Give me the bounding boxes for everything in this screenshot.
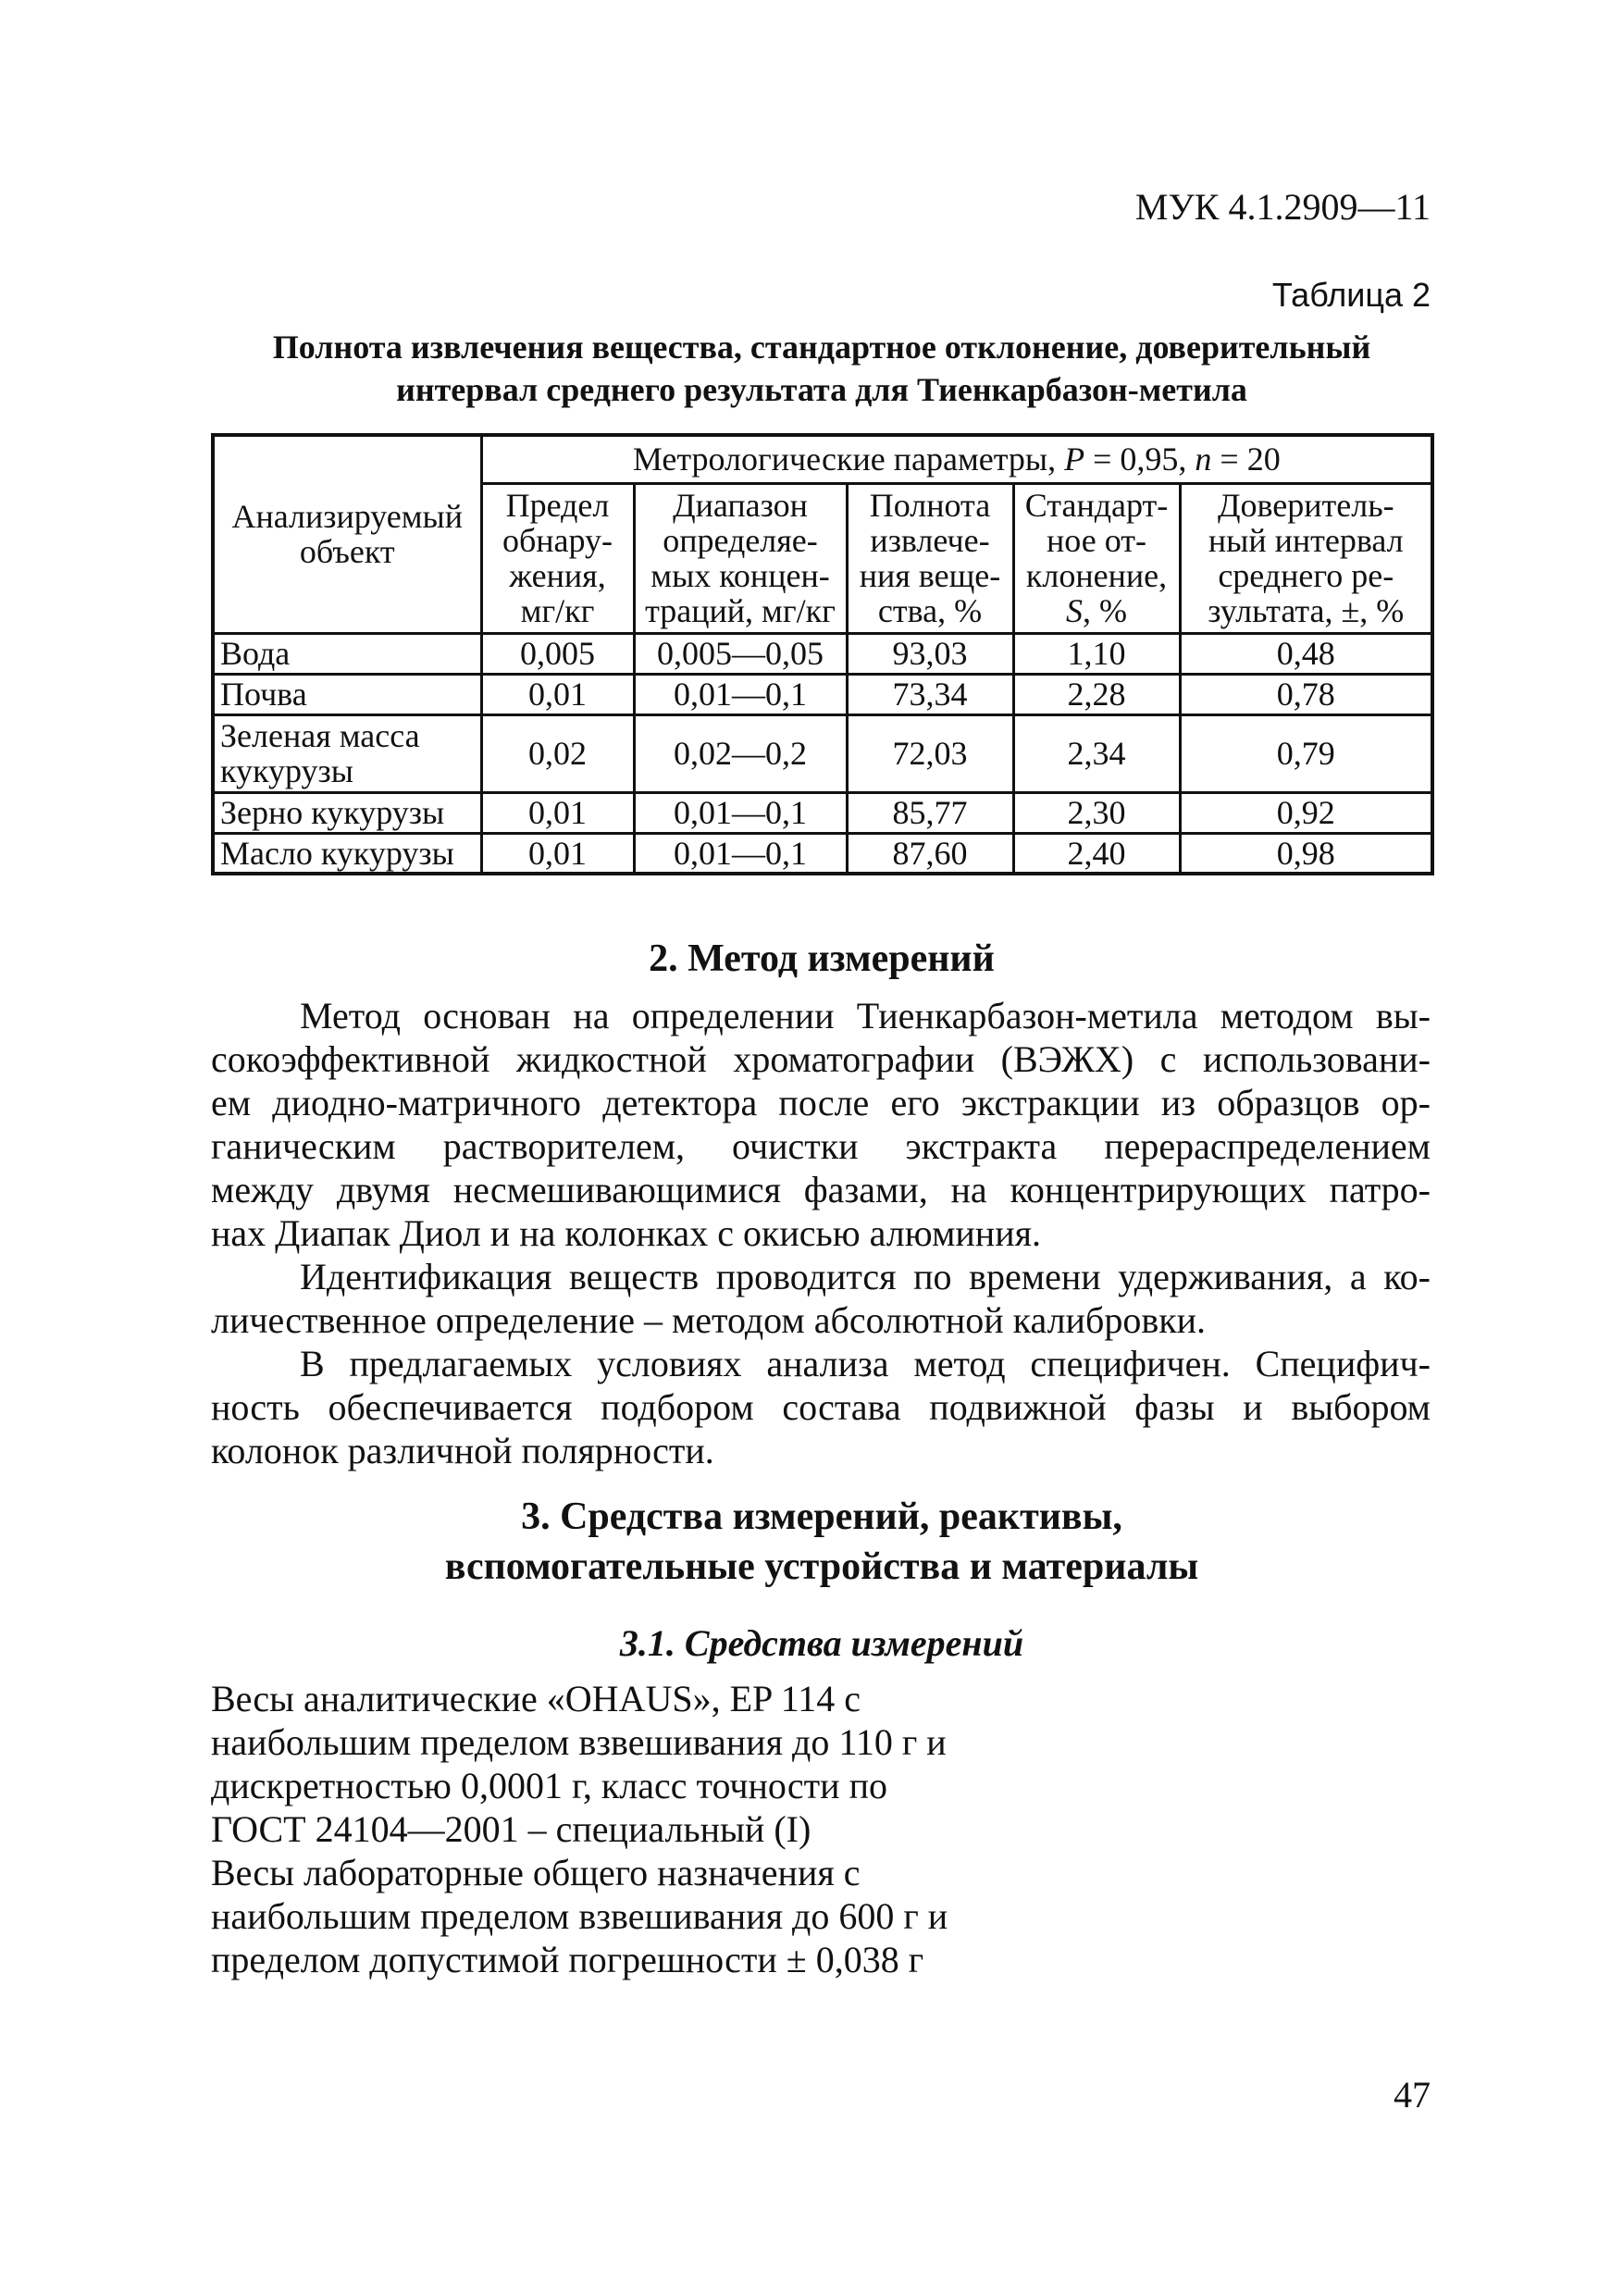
equipment-line: наибольшим пределом взвешивания до 110 г и (211, 1721, 947, 1763)
table-row (213, 714, 1432, 792)
paragraph-line: ганическим растворителем, очистки экстракта перераспределением (211, 1125, 1431, 1167)
paragraph-line: Метод основан на определении Тиенкарбазон-метила методом вы- (300, 995, 1431, 1036)
value-cell: 87,60 (847, 833, 1013, 874)
column-header: Стандарт- ное от- клонение, S, % (1013, 483, 1180, 633)
section-2-body (211, 994, 1431, 1472)
value-cell: 73,34 (847, 674, 1013, 714)
paragraph-line: личественное определение – методом абсолютной калибровки. (211, 1299, 1207, 1341)
paragraph-line: колонок различной полярности. (211, 1430, 714, 1471)
subsection-3-1-body (211, 1677, 1044, 1981)
value-cell: 0,01 (481, 674, 634, 714)
paragraph-line: В предлагаемых условиях анализа метод специфичен. Специфич- (300, 1343, 1431, 1384)
paragraph-line: сокоэффективной жидкостной хроматографии (ВЭЖХ) с использовани- (211, 1038, 1431, 1080)
table-row (213, 833, 1432, 874)
group-header: Метрологические параметры, P = 0,95, n = 20 (481, 435, 1432, 483)
value-cell: 2,40 (1013, 833, 1180, 874)
value-cell: 0,79 (1180, 714, 1432, 792)
equipment-line: ГОСТ 24104—2001 – специальный (I) (211, 1808, 812, 1850)
object-cell: Масло кукурузы (213, 833, 481, 874)
object-cell: Зеленая масса кукурузы (213, 714, 481, 792)
equipment-line: дискретностью 0,0001 г, класс точности по (211, 1765, 887, 1806)
value-cell: 0,02—0,2 (634, 714, 847, 792)
value-cell: 0,01—0,1 (634, 674, 847, 714)
value-cell: 2,34 (1013, 714, 1180, 792)
value-cell: 93,03 (847, 633, 1013, 674)
value-cell: 0,48 (1180, 633, 1432, 674)
table-title-line: интервал среднего результата для Тиенкарбазон-метила (396, 371, 1247, 408)
value-cell: 0,02 (481, 714, 634, 792)
column-header: Полнота извлече- ния веще- ства, % (847, 483, 1013, 633)
table-row (213, 674, 1432, 714)
object-header: Анализируемый объект (213, 435, 481, 633)
value-cell: 2,28 (1013, 674, 1180, 714)
paragraph-line: между двумя несмешивающимися фазами, на концентрирующих патро- (211, 1169, 1431, 1210)
value-cell: 1,10 (1013, 633, 1180, 674)
value-cell: 85,77 (847, 792, 1013, 833)
value-cell: 0,92 (1180, 792, 1432, 833)
subsection-3-1-title: 3.1. Средства измерений (619, 1622, 1024, 1664)
table-row (213, 633, 1432, 674)
metrology-table (211, 433, 1434, 875)
object-cell: Почва (213, 674, 481, 714)
value-cell: 0,78 (1180, 674, 1432, 714)
equipment-line: наибольшим пределом взвешивания до 600 г и (211, 1895, 948, 1937)
section-2-title: 2. Метод измерений (649, 937, 995, 980)
column-header: Диапазон определяе- мых концен- траций, мг/кг (634, 483, 847, 633)
value-cell: 0,01—0,1 (634, 792, 847, 833)
value-cell: 0,005—0,05 (634, 633, 847, 674)
page-number: 47 (1394, 2074, 1431, 2116)
value-cell: 0,98 (1180, 833, 1432, 874)
paragraph-line: ем диодно-матричного детектора после его экстракции из образцов ор- (211, 1082, 1431, 1123)
table-label: Таблица 2 (1271, 276, 1431, 314)
column-header: Предел обнару- жения, мг/кг (481, 483, 634, 633)
value-cell: 0,01—0,1 (634, 833, 847, 874)
object-cell: Вода (213, 633, 481, 674)
table-title (211, 326, 1432, 411)
equipment-line: Весы лабораторные общего назначения с (211, 1852, 861, 1893)
equipment-line: Весы аналитические «OHAUS», EP 114 с (211, 1678, 861, 1719)
column-header: Доверитель- ный интервал среднего ре- зультата, ±, % (1180, 483, 1432, 633)
value-cell: 2,30 (1013, 792, 1180, 833)
paragraph-line: Идентификация веществ проводится по времени удерживания, а ко- (300, 1256, 1431, 1297)
value-cell: 0,01 (481, 833, 634, 874)
paragraph-line: ность обеспечивается подбором состава подвижной фазы и выбором (211, 1386, 1431, 1428)
table-title-line: Полнота извлечения вещества, стандартное отклонение, доверительный (272, 329, 1371, 366)
equipment-line: пределом допустимой погрешности ± 0,038 г (211, 1939, 924, 1980)
document-code: МУК 4.1.2909—11 (1134, 186, 1431, 228)
value-cell: 72,03 (847, 714, 1013, 792)
paragraph-line: нах Диапак Диол и на колонках с окисью алюминия. (211, 1212, 1042, 1254)
value-cell: 0,005 (481, 633, 634, 674)
value-cell: 0,01 (481, 792, 634, 833)
table-row (213, 792, 1432, 833)
object-cell: Зерно кукурузы (213, 792, 481, 833)
section-3-title: 3. Средства измерений, реактивы, вспомогательные устройства и материалы (444, 1496, 1199, 1588)
